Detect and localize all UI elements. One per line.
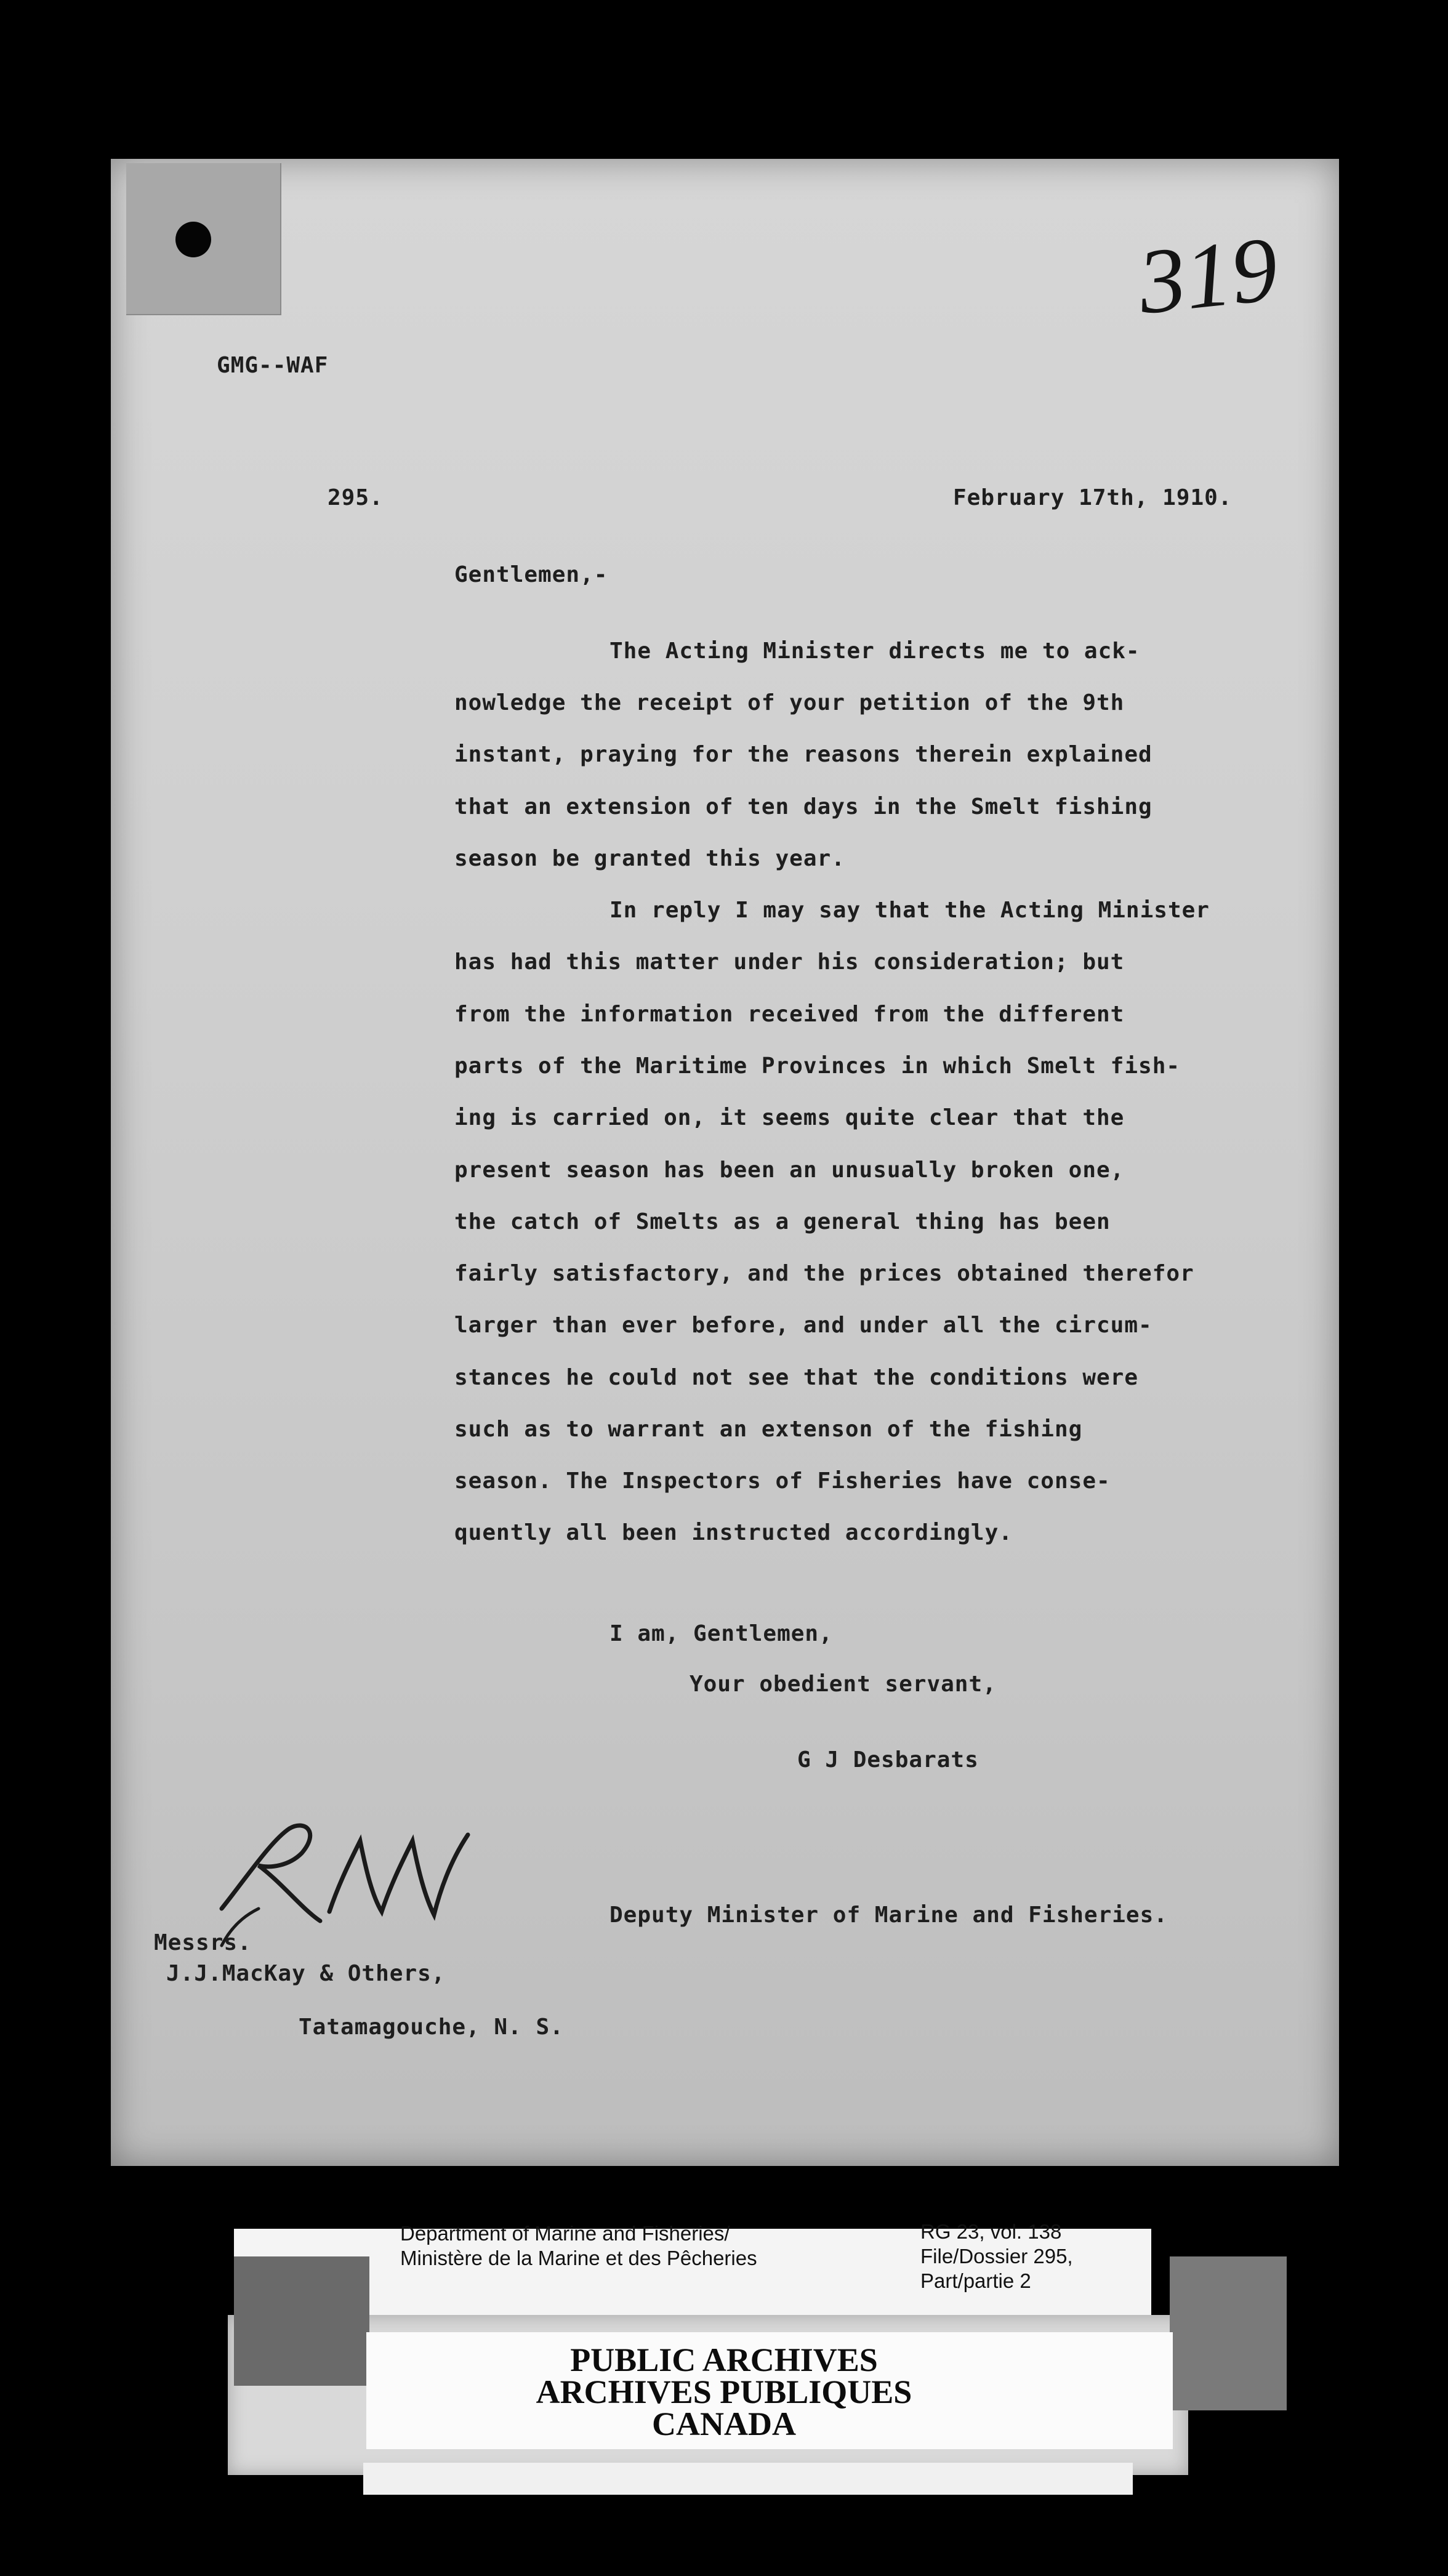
department-en: Department of Marine and Fisheries/ [400,2222,730,2245]
page-number-text: 319 [1133,217,1282,334]
handwritten-page-number [1133,203,1282,351]
addressee-line: J.J.MacKay & Others, [166,1961,446,1986]
body-line: The Acting Minister directs me to ack- [609,638,1140,664]
body-line: has had this matter under his consideration; but [454,949,1125,975]
body-line: parts of the Maritime Provinces in which Smelt fish- [454,1053,1181,1079]
signatory-title: Deputy Minister of Marine and Fisheries. [609,1902,1168,1928]
body-line: season be granted this year. [454,846,845,871]
body-line: stances he could not see that the conditions were [454,1365,1139,1390]
reference-line: RG 23, vol. 138 [920,2220,1062,2243]
initials-stroke [222,1825,468,1921]
body-line: instant, praying for the reasons therein explained [454,742,1152,767]
addressee-line: Messrs. [154,1930,252,1955]
body-line: larger than ever before, and under all the circum- [454,1313,1152,1338]
signatory-name: G J Desbarats [797,1747,979,1773]
body-line: quently all been instructed accordingly. [454,1520,1013,1545]
body-line: present season has been an unusually broken one, [454,1157,1125,1183]
body-line: fairly satisfactory, and the prices obtained therefor [454,1261,1194,1286]
body-line: nowledge the receipt of your petition of the 9th [454,690,1125,715]
salutation: Gentlemen,- [454,562,608,587]
archive-reference [920,2201,1130,2293]
stamp-bottom-strip [363,2463,1133,2495]
reference-initials: GMG--WAF [217,353,329,378]
stamp-line: CANADA [652,2405,796,2442]
stamp-line: PUBLIC ARCHIVES [570,2341,878,2378]
stamp-line: ARCHIVES PUBLIQUES [536,2373,912,2410]
body-line: the catch of Smelts as a general thing has been [454,1209,1111,1234]
punch-hole [175,222,211,257]
body-line: season. The Inspectors of Fisheries have conse- [454,1468,1111,1494]
addressee-line: Tatamagouche, N. S. [299,2015,564,2040]
reference-line: File/Dossier 295, [920,2245,1073,2268]
reference-line: Part/partie 2 [920,2269,1031,2292]
department-fr: Ministère de la Marine et des Pêcheries [400,2247,757,2269]
letter-date: February 17th, 1910. [953,485,1233,510]
closing-line: I am, Gentlemen, [609,1621,833,1646]
file-number: 295. [328,485,384,510]
body-line: that an extension of ten days in the Smelt fishing [454,794,1152,819]
body-line: In reply I may say that the Acting Minister [609,898,1210,923]
handwritten-initials [197,1804,486,1946]
closing-line: Your obedient servant, [690,1672,997,1697]
body-line: ing is carried on, it seems quite clear that the [454,1105,1125,1130]
body-line: from the information received from the different [454,1002,1125,1027]
body-line: such as to warrant an extenson of the fishing [454,1417,1083,1442]
